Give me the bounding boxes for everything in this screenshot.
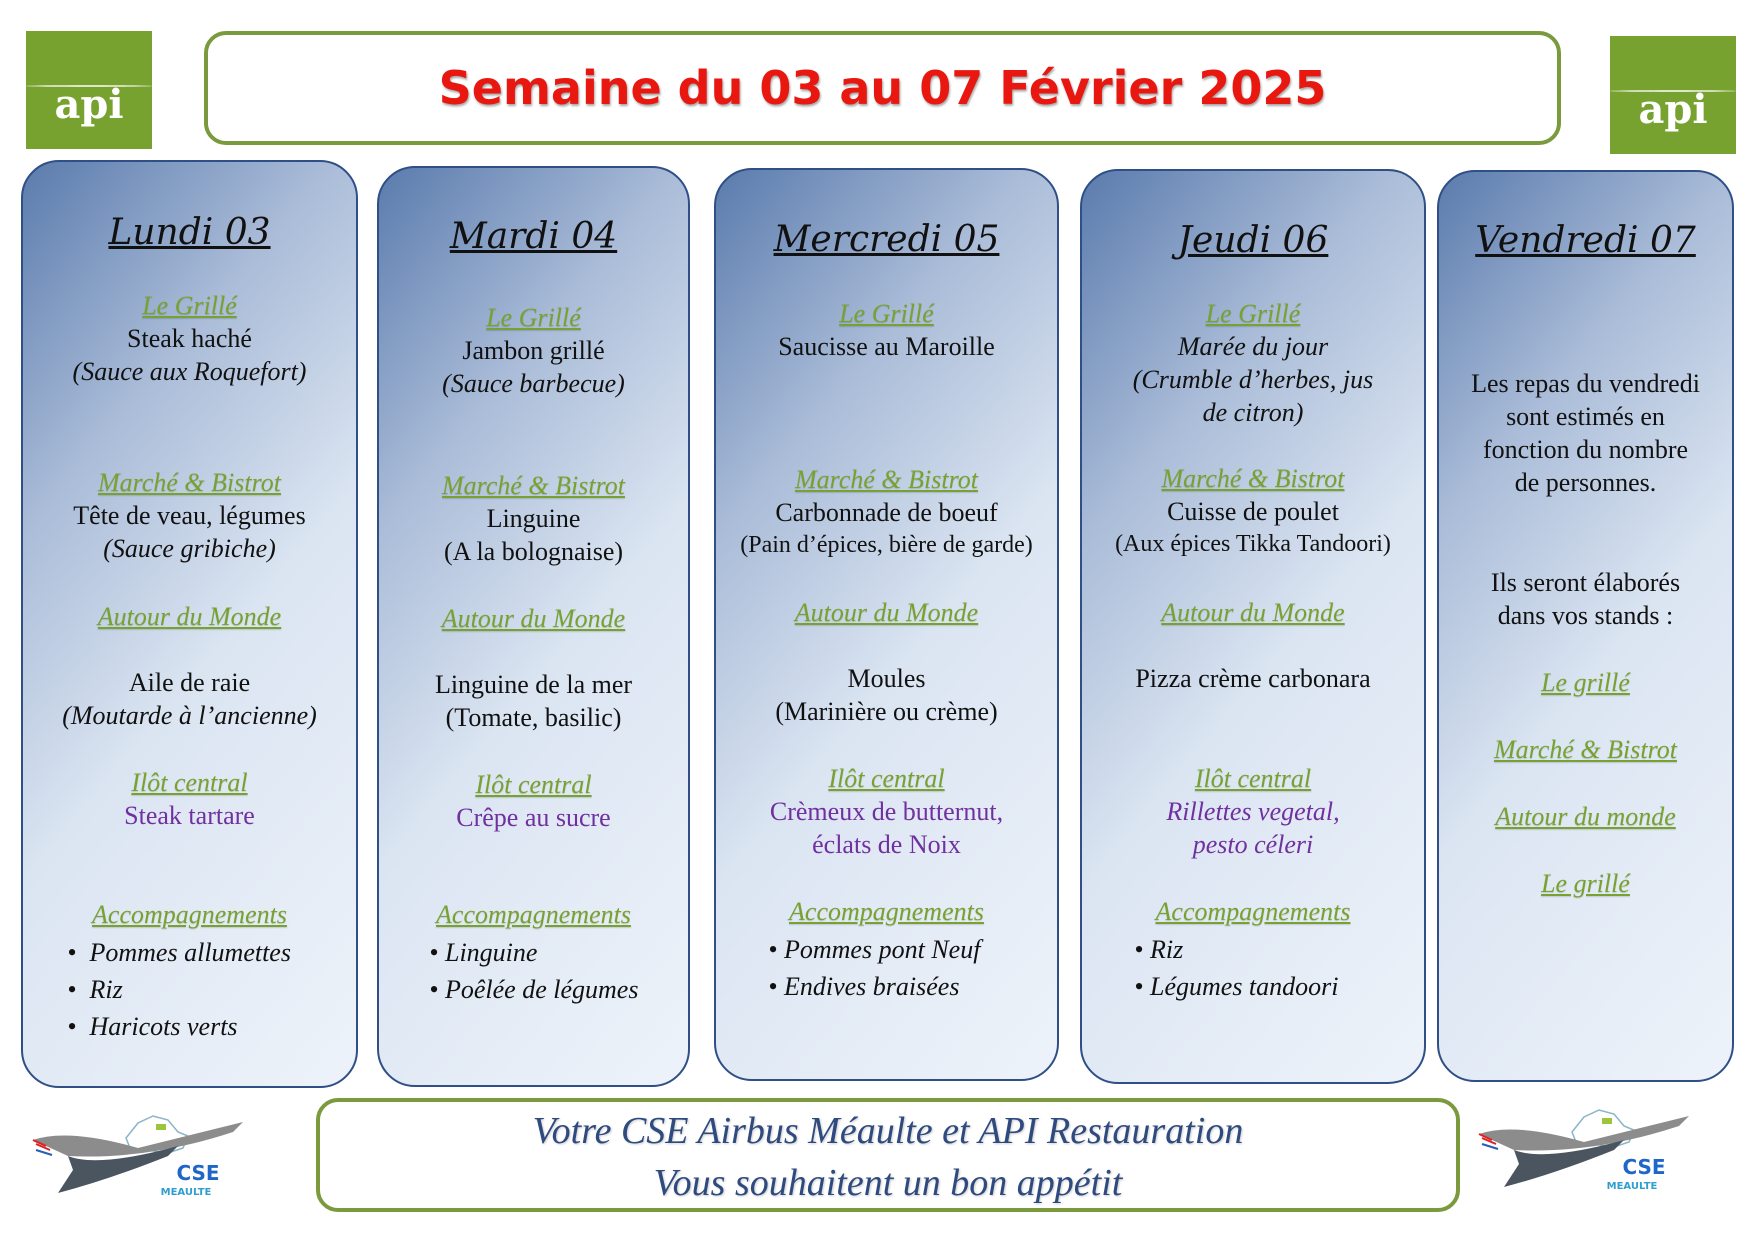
dish-detail: (Pain d’épices, bière de garde) <box>740 532 1033 558</box>
category-label: Le Grillé <box>1205 299 1301 328</box>
category-label: Accompagnements <box>1155 897 1351 926</box>
stand-label: Marché & Bistrot <box>1494 735 1677 764</box>
cse-meaulte-logo-left <box>28 1098 248 1208</box>
list-item: • Linguine <box>429 938 538 967</box>
friday-stands-intro <box>1439 566 1732 632</box>
menu-block-ilot <box>379 768 688 834</box>
category-label: Le Grillé <box>142 291 237 320</box>
category-label: Le Grillé <box>486 303 581 332</box>
stand-label: Autour du monde <box>1495 802 1676 831</box>
menu-block-grille <box>23 289 356 388</box>
dish-name: Marée du jour <box>1177 332 1329 361</box>
category-label: Ilôt central <box>131 768 248 797</box>
dish-detail: (Aux épices Tikka Tandoori) <box>1115 531 1391 557</box>
day-column-lundi <box>21 160 358 1088</box>
api-logo-text: api <box>54 81 124 128</box>
dish-name: Crêpe au sucre <box>456 803 611 832</box>
category-label: Accompagnements <box>789 897 984 926</box>
dish-name: Tête de veau, légumes <box>73 501 306 530</box>
side-dish-list <box>61 934 356 1045</box>
dish-name: Linguine <box>486 504 581 533</box>
menu-block-grille <box>1082 297 1424 429</box>
dish-detail: (Tomate, basilic) <box>445 703 622 732</box>
category-label: Accompagnements <box>436 900 631 929</box>
footer-line-2: Vous souhaitent un bon appétit <box>653 1162 1123 1204</box>
menu-block-grille <box>716 297 1057 363</box>
list-item: • Pommes pont Neuf <box>768 935 981 964</box>
day-title: Mardi 04 <box>449 216 618 257</box>
menu-block-marche <box>1082 462 1424 561</box>
category-label: Autour du Monde <box>97 602 282 631</box>
dish-name: Cuisse de poulet <box>1167 497 1339 526</box>
dish-name: Aile de raie <box>128 668 251 697</box>
stand-label: Le grillé <box>1541 869 1630 898</box>
category-label: Accompagnements <box>92 900 287 929</box>
menu-block-monde <box>23 600 356 732</box>
day-title: Mercredi 05 <box>773 219 1000 260</box>
category-label: Ilôt central <box>475 770 592 799</box>
dish-name-line-2: éclats de Noix <box>812 830 961 859</box>
category-label: Marché & Bistrot <box>795 465 978 494</box>
list-item: • Légumes tandoori <box>1134 972 1339 1001</box>
category-label: Ilôt central <box>828 764 945 793</box>
side-dish-list <box>423 934 688 1008</box>
menu-block-monde <box>716 596 1057 728</box>
menu-block-marche <box>716 463 1057 562</box>
friday-stand-list <box>1439 666 1732 900</box>
list-item: • Riz <box>67 975 123 1004</box>
menu-block-ilot <box>23 766 356 832</box>
menu-block-marche <box>23 466 356 565</box>
list-item: • Pommes allumettes <box>67 938 291 967</box>
cse-logo-text: CSE <box>176 1161 220 1185</box>
category-label: Autour du Monde <box>794 598 979 627</box>
menu-block-ilot <box>1082 762 1424 861</box>
side-dish-list <box>762 931 1057 1005</box>
menu-block-monde <box>1082 596 1424 695</box>
category-label: Ilôt central <box>1194 764 1312 793</box>
cse-logo-subtext: MEAULTE <box>160 1187 212 1198</box>
list-item: • Endives braisées <box>768 972 960 1001</box>
api-logo-left <box>26 31 152 149</box>
category-label: Marché & Bistrot <box>1161 464 1345 493</box>
dish-name: Steak tartare <box>124 801 255 830</box>
menu-block-monde <box>379 602 688 734</box>
cse-meaulte-logo-right <box>1474 1092 1694 1202</box>
info-line: dans vos stands : <box>1497 601 1674 630</box>
menu-block-ilot <box>716 762 1057 861</box>
category-label: Le Grillé <box>839 299 934 328</box>
api-logo-text: api <box>1638 86 1708 133</box>
cse-logo-subtext: MEAULTE <box>1606 1181 1658 1192</box>
info-line: Les repas du vendredi <box>1471 369 1700 398</box>
menu-block-accompagnements <box>23 898 356 931</box>
category-label: Autour du Monde <box>441 604 626 633</box>
dish-detail-line-2: de citron) <box>1202 398 1304 427</box>
dish-detail: (Sauce gribiche) <box>103 534 276 563</box>
dish-name: Carbonnade de boeuf <box>775 498 998 527</box>
dish-name-line-2: pesto céleri <box>1192 830 1314 859</box>
dish-name: Saucisse au Maroille <box>778 332 995 361</box>
list-item: • Riz <box>1134 935 1184 964</box>
dish-name: Pizza crème carbonara <box>1135 664 1371 693</box>
dish-name-line-1: Crèmeux de butternut, <box>769 797 1004 826</box>
list-item: • Poêlée de légumes <box>429 975 639 1004</box>
dish-name: Steak haché <box>127 324 252 353</box>
dish-detail: (Moutarde à l’ancienne) <box>62 701 317 730</box>
api-logo-right <box>1610 36 1736 154</box>
dish-detail-line-1: (Crumble d’herbes, jus <box>1132 365 1374 394</box>
info-line: de personnes. <box>1514 468 1657 497</box>
day-title: Jeudi 06 <box>1177 220 1329 261</box>
dish-name: Moules <box>847 664 926 693</box>
footer-banner <box>316 1098 1460 1212</box>
side-dish-list <box>1128 931 1424 1005</box>
category-label: Marché & Bistrot <box>442 471 625 500</box>
dish-detail: (Sauce barbecue) <box>442 369 625 398</box>
day-title: Vendredi 07 <box>1475 220 1696 261</box>
dish-detail: (Sauce aux Roquefort) <box>72 357 307 386</box>
footer-line-1: Votre CSE Airbus Méaulte et API Restauration <box>532 1110 1244 1152</box>
menu-block-accompagnements <box>1082 895 1424 928</box>
day-column-vendredi <box>1437 170 1734 1082</box>
day-column-jeudi <box>1080 169 1426 1084</box>
category-label: Marché & Bistrot <box>98 468 281 497</box>
menu-block-marche <box>379 469 688 568</box>
dish-detail: (Marinière ou crème) <box>775 697 998 726</box>
title-banner <box>204 31 1561 145</box>
info-line: sont estimés en <box>1506 402 1665 431</box>
info-line: fonction du nombre <box>1482 435 1689 464</box>
day-column-mercredi <box>714 168 1059 1081</box>
dish-name: Linguine de la mer <box>434 670 633 699</box>
list-item: • Haricots verts <box>67 1012 238 1041</box>
info-line: Ils seront élaborés <box>1490 568 1681 597</box>
day-column-mardi <box>377 166 690 1087</box>
day-title: Lundi 03 <box>108 212 271 253</box>
category-label: Autour du Monde <box>1161 598 1345 627</box>
menu-block-accompagnements <box>716 895 1057 928</box>
page-title: Semaine du 03 au 07 Février 2025 <box>438 61 1327 115</box>
dish-name: Jambon grillé <box>462 336 605 365</box>
menu-block-accompagnements <box>379 898 688 931</box>
stand-label: Le grillé <box>1541 668 1630 697</box>
dish-detail: (A la bolognaise) <box>443 537 624 566</box>
dish-name-line-1: Rillettes vegetal, <box>1166 797 1340 826</box>
cse-logo-text: CSE <box>1622 1155 1666 1179</box>
friday-info-text <box>1439 367 1732 499</box>
menu-block-grille <box>379 301 688 400</box>
